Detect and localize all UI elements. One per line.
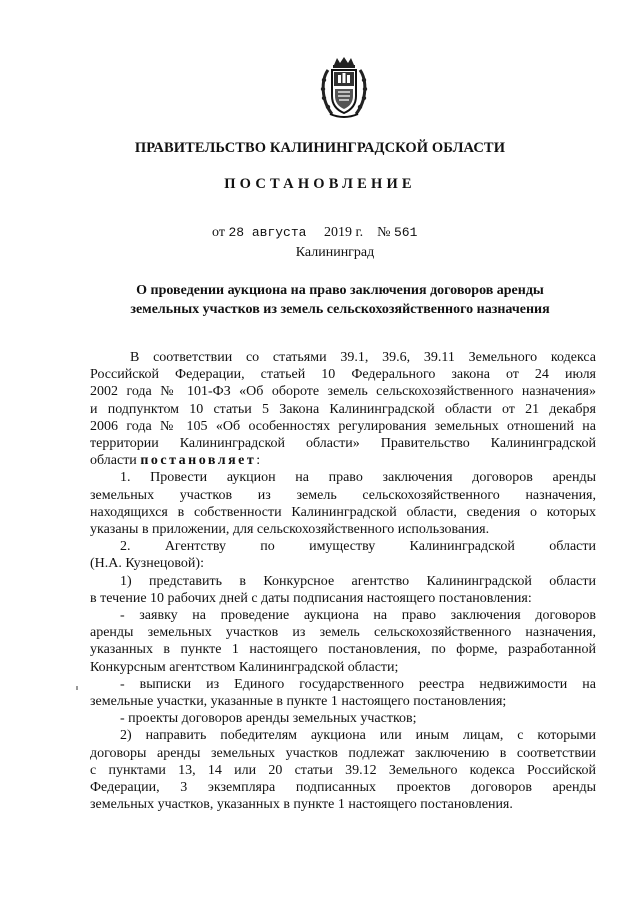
body-line: 2006 года № 105 «Об особенностях регулирования земельных отношений на [90,418,596,434]
resolves-word: постановляет [140,453,257,469]
body-line: 1. Провести аукцион на право заключения договоров аренды [120,470,596,486]
date-year: 2019 г. [323,225,364,240]
body-line: 2. Агентству по имуществу Калининградской области [120,539,596,555]
body-line: 2) направить победителям аукциона или иным лицам, с которыми [120,728,596,744]
subject-line: О проведении аукциона на право заключения договоров аренды [136,283,544,298]
body-line: в течение 10 рабочих дней с даты подписания настоящего постановления: [90,590,532,606]
body-line: земельных участков, указанных в пункте 1 настоящего постановления. [90,797,513,813]
body-colon: : [256,453,261,469]
body-line: и подпунктом 10 статьи 5 Закона Калининградской области от 21 декабря [90,401,596,417]
body-line: указанных в пункте 1 настоящего постановления, по форме, разработанной [90,642,596,658]
body-line: аренды земельных участков из земель сельскохозяйственного назначения, [90,625,596,641]
body-line: указаны в приложении, для сельскохозяйственного использования. [90,522,490,538]
body-line: Конкурсным агентством Калининградской области; [90,659,399,675]
city: Калининград [295,245,375,260]
body-line: Федерации, 3 экземпляра подписанных проектов договоров аренды [90,780,596,796]
body-line: земельных участков из земель сельскохозяйственного назначения, [90,487,596,503]
body-word: области [90,453,137,469]
document-number: 561 [393,225,418,240]
body-line [90,452,596,469]
body-line: договоры аренды земельных участков подлежат заключению в соответствии [90,745,596,761]
date-number-line [212,225,417,241]
coat-of-arms-emblem [318,56,370,120]
body-line: находящихся в собственности Калининградской области, сведения о которых [90,504,596,520]
body-line: - выписки из Единого государственного реестра недвижимости на [120,676,596,692]
body-line: с пунктами 13, 14 или 20 статьи 39.12 Земельного кодекса Российской [90,762,596,778]
document-body [90,349,596,813]
government-title: ПРАВИТЕЛЬСТВО КАЛИНИНГРАДСКОЙ ОБЛАСТИ [134,140,506,156]
number-sign: № [377,225,391,240]
body-line: - заявку на проведение аукциона на право заключения договоров [120,608,596,624]
body-line: территории Калининградской области» Правительство Калининградской [90,436,596,452]
body-line: (Н.А. Кузнецовой): [90,556,204,572]
body-line: Российской Федерации, статьей 10 Федерального закона от 24 июля [90,367,596,383]
body-line: земельные участки, указанные в пункте 1 настоящего постановления; [90,694,507,710]
margin-mark [76,686,78,690]
body-line: 2002 года № 101-ФЗ «Об обороте земель сельскохозяйственного назначения» [90,384,596,400]
body-line: В соответствии со статьями 39.1, 39.6, 39.11 Земельного кодекса [130,350,596,365]
subject-line: земельных участков из земель сельскохозяйственного назначения [130,302,550,317]
document-type-title: ПОСТАНОВЛЕНИЕ [224,176,416,192]
date-day-month: 28 августа [228,225,307,240]
date-prefix: от [212,225,225,240]
body-line: - проекты договоров аренды земельных участков; [120,711,417,727]
subject-heading [90,281,590,319]
body-line: 1) представить в Конкурсное агентство Калининградской области [120,573,596,589]
